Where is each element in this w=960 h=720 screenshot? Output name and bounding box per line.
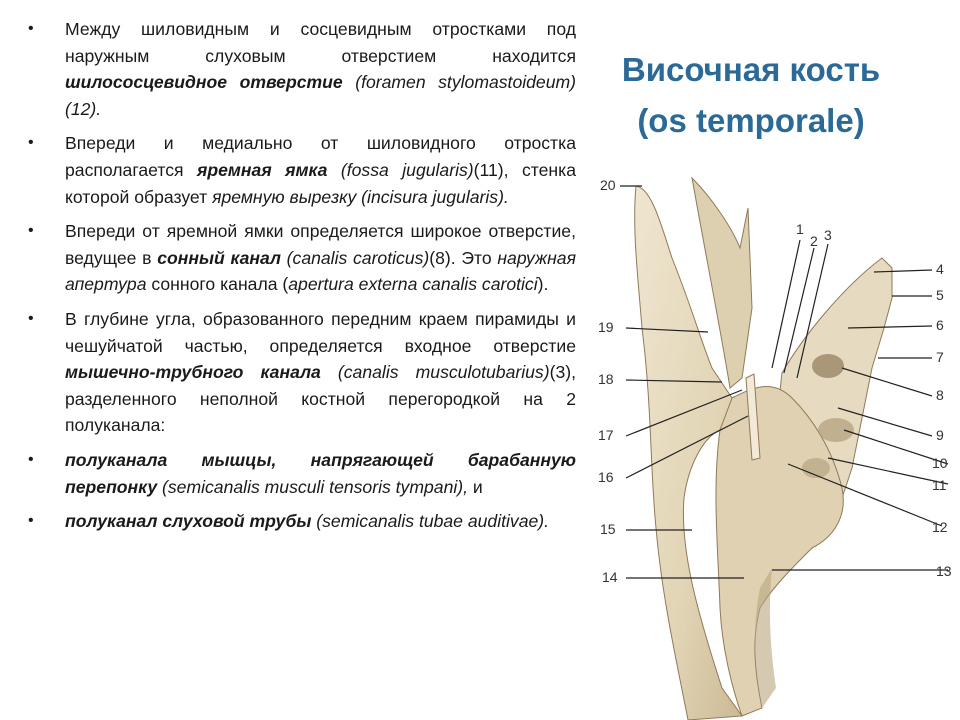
bullet-dot: •	[28, 450, 34, 468]
carotid-canal-opening	[812, 354, 844, 378]
label-10: 10	[932, 455, 948, 471]
bullet-text-run: (semicanalis tubae auditivae).	[311, 511, 550, 532]
bullet-text-run: apertura externa canalis carotici	[288, 274, 538, 295]
label-17: 17	[598, 427, 614, 443]
label-9: 9	[936, 427, 944, 443]
bullet-stylomastoid-foramen	[28, 16, 576, 122]
label-6: 6	[936, 317, 944, 333]
bullet-tensor-tympani-semicanal	[28, 447, 576, 500]
bullet-list	[28, 16, 576, 543]
bullet-text-run: и	[472, 476, 483, 497]
bullet-text-run: наружная апертура	[65, 247, 576, 295]
bullet-auditory-tube-semicanal	[28, 508, 576, 535]
bullet-musculotubal-canal	[28, 306, 576, 439]
label-19: 19	[598, 319, 614, 335]
label-15: 15	[600, 521, 616, 537]
bullet-text-run: (fossa jugularis)	[327, 159, 474, 180]
slide-title-line2: (os temporale)	[637, 102, 865, 139]
temporal-bone-figure	[592, 168, 960, 720]
bullet-text-run: сонный канал	[157, 247, 281, 268]
bullet-text-run: яремная ямка	[197, 159, 328, 180]
slide-title	[596, 44, 906, 146]
bullet-text-run: мышечно-трубного канала	[65, 362, 321, 383]
bullet-dot: •	[28, 512, 34, 530]
label-14: 14	[602, 569, 618, 585]
label-13: 13	[936, 563, 952, 579]
label-12: 12	[932, 519, 948, 535]
bullet-text-run: (canalis caroticus)	[280, 247, 430, 268]
bullet-text-run: полуканал слуховой трубы	[65, 511, 312, 532]
bullet-text	[65, 309, 576, 435]
bullet-text	[65, 450, 576, 497]
bullet-text-run: (semicanalis musculi tensoris tympani),	[157, 476, 473, 497]
bullet-text	[65, 221, 576, 294]
bullet-text-run: (11), стенка которой образует	[65, 159, 576, 207]
bullet-dot: •	[28, 20, 34, 37]
temporal-bone-illustration	[592, 168, 960, 720]
label-11: 11	[932, 477, 947, 493]
bullet-text-run: Впереди от яремной ямки определяется широкое отверстие, ведущее в	[65, 221, 576, 268]
label-4: 4	[936, 261, 944, 277]
bullet-text-run: полуканала мышцы, напрягающей барабанную перепонку	[65, 449, 576, 497]
label-1: 1	[796, 221, 804, 237]
bullet-text	[65, 133, 576, 206]
bullet-text-run: шилососцевидное отверстие	[65, 72, 343, 93]
bullet-text-run: (foramen stylomastoideum)(12).	[65, 72, 577, 119]
bullet-text-run: яремную вырезку (incisura jugularis).	[212, 186, 509, 207]
slide-title-line1: Височная кость	[621, 51, 881, 88]
bullet-text-run: (canalis musculotubarius)	[320, 362, 550, 383]
jugular-fossa-shade	[818, 418, 854, 442]
bullet-jugular-fossa	[28, 130, 576, 210]
bullet-text-run: (8). Это	[429, 247, 498, 268]
bullet-text-run: сонного канала (	[146, 274, 289, 295]
bullet-dot: •	[28, 134, 34, 152]
bullet-dot: •	[28, 309, 34, 327]
label-16: 16	[598, 469, 614, 485]
bullet-text-run: Впереди и медиально от шиловидного отростка располагается	[65, 133, 576, 180]
label-8: 8	[936, 387, 944, 403]
label-20: 20	[600, 177, 616, 193]
label-2: 2	[810, 233, 818, 249]
label-18: 18	[598, 371, 614, 387]
bullet-text	[65, 19, 576, 119]
bullet-dot: •	[28, 222, 34, 240]
label-5: 5	[936, 287, 944, 303]
label-3: 3	[824, 227, 832, 243]
bullet-carotid-canal	[28, 218, 576, 298]
bullet-text-run: ).	[537, 274, 549, 295]
bullet-text-run: В глубине угла, образованного передним краем пирамиды и чешуйчатой частью, определяется входное отверстие	[65, 308, 576, 356]
bullet-text-run: (3), разделенного неполной костной перегородкой на 2 полуканала:	[65, 362, 576, 436]
bullet-text	[65, 511, 549, 531]
bullet-text-run: Между шиловидным и сосцевидным отростками под наружным слуховым отверстием находится	[65, 19, 576, 66]
label-7: 7	[936, 349, 944, 365]
